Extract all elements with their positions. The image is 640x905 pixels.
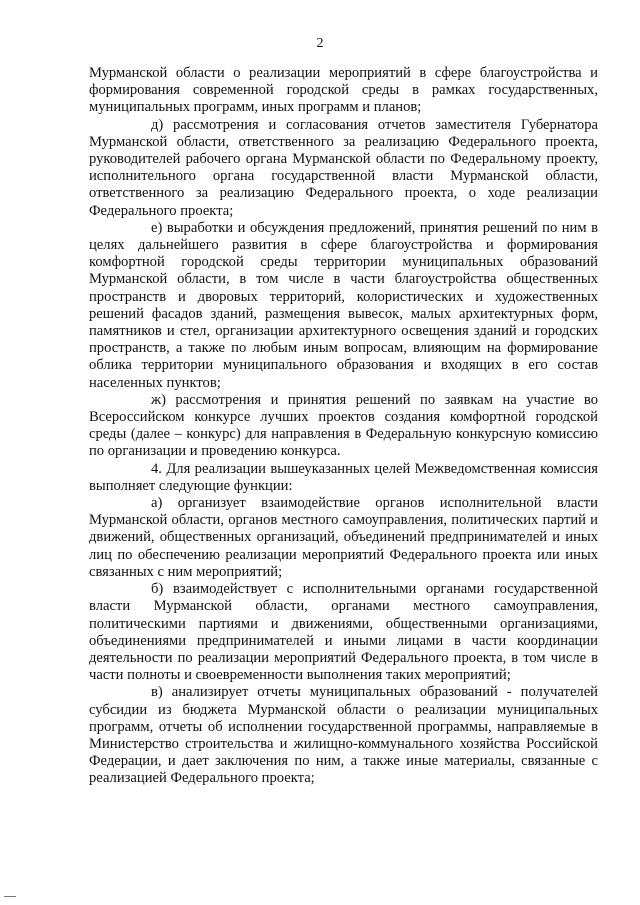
paragraph-item-d: д) рассмотрения и согласования отчетов заместителя Губернатора Мурманской области, ответственного за реализацию Федерального проекта, руководителей рабочего органа Мурманской области по Федеральному проекту, исполнительного органа государственной власти Мурманской области, ответственного за реализацию Федерального проекта, о ходе реализации Федерального проекта; [89, 116, 598, 219]
document-body [89, 65, 598, 788]
paragraph-section-4: 4. Для реализации вышеуказанных целей Межведомственная комиссия выполняет следующие функции: [89, 460, 598, 494]
paragraph-continuation: Мурманской области о реализации мероприятий в сфере благоустройства и формирования современной городской среды в рамках государственных, муниципальных программ, иных программ и планов; [89, 65, 598, 116]
scan-corner-mark [4, 896, 16, 897]
paragraph-item-v: в) анализирует отчеты муниципальных образований - получателей субсидии из бюджета Мурманской области о реализации муниципальных программ, отчеты об исполнении государственной программы, направляемые в Министерство строительства и жилищно-коммунального хозяйства Российской Федерации, и дает заключения по ним, а также иные материалы, связанные с реализацией Федерального проекта; [89, 684, 598, 787]
paragraph-item-a: а) организует взаимодействие органов исполнительной власти Мурманской области, органов местного самоуправления, политических партий и движений, общественных организаций, объединений предпринимателей и иных лиц по обеспечению реализации мероприятий Федерального проекта или иных связанных с ним мероприятий; [89, 495, 598, 580]
paragraph-item-b: б) взаимодействует с исполнительными органами государственной власти Мурманской области, органами местного самоуправления, политическими партиями и движениями, общественными организациями, объединениями предпринимателей и иными лицами в части координации деятельности по реализации мероприятий Федерального проекта, в том числе в части полноты и своевременности выполнения таких мероприятий; [89, 581, 598, 684]
page-number: 2 [316, 36, 324, 51]
paragraph-item-e: е) выработки и обсуждения предложений, принятия решений по ним в целях дальнейшего развития в сфере благоустройства и формирования комфортной городской среды территории муниципальных образований Мурманской области, в том числе в части благоустройства общественных пространств и дворовых территорий, колористических и художественных решений фасадов зданий, размещения вывесок, малых архитектурных форм, памятников и стел, организации архитектурного освещения зданий и городских пространств, а также по любым иным вопросам, влияющим на формирование облика территории муниципального образования и входящих в его состав населенных пунктов; [89, 219, 598, 391]
paragraph-item-zh: ж) рассмотрения и принятия решений по заявкам на участие во Всероссийском конкурсе лучших проектов создания комфортной городской среды (далее – конкурс) для направления в Федеральную конкурсную комиссию по организации и проведению конкурса. [89, 391, 598, 460]
